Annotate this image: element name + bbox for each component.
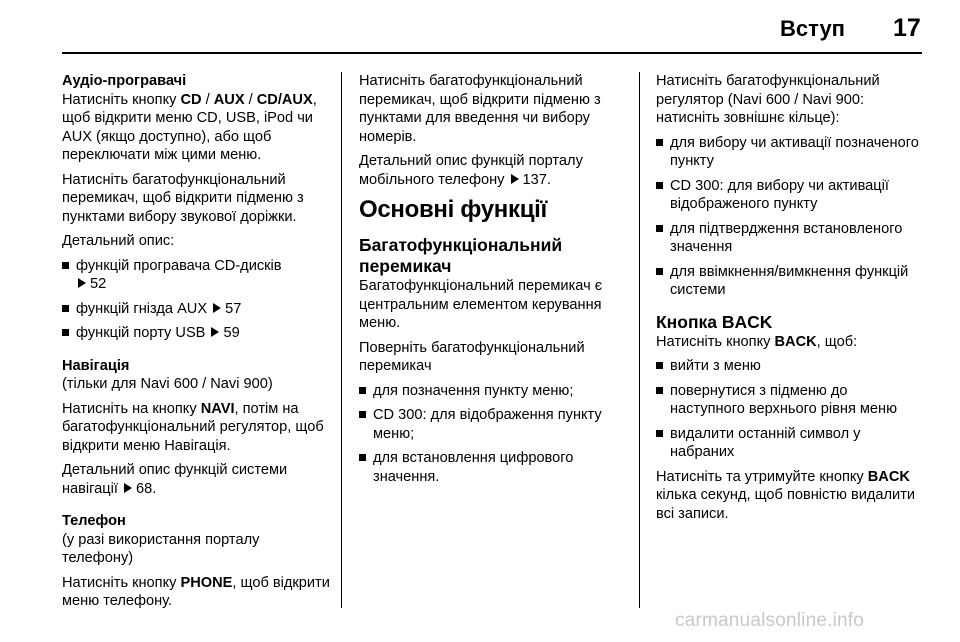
- page-number: 17: [893, 14, 921, 42]
- list-item-text: для встановлення цифрового значення.: [373, 450, 574, 485]
- bullet-icon: [62, 329, 69, 336]
- text: Натисніть кнопку: [62, 574, 181, 591]
- list-item: [656, 134, 926, 171]
- audio-list: [62, 257, 334, 343]
- ref-number: 137.: [522, 171, 551, 188]
- back-button-name: BACK: [774, 333, 817, 350]
- watermark: carmanualsonline.info: [675, 610, 865, 631]
- text: кілька секунд, щоб повністю видалити всі записи.: [656, 487, 916, 522]
- back-list: [656, 357, 926, 462]
- phone-portal-detail: [359, 152, 627, 189]
- bullet-icon: [656, 387, 663, 394]
- main-heading: Основні функції: [359, 196, 547, 223]
- hold-back-paragraph: [656, 468, 926, 524]
- bullet-icon: [656, 268, 663, 275]
- bullet-icon: [359, 387, 366, 394]
- phone-button-name: PHONE: [180, 574, 233, 591]
- list-item: [656, 357, 926, 376]
- list-item-text: функцій програвача CD-дисків: [76, 257, 282, 274]
- navigation-heading: Навігація: [62, 357, 130, 374]
- section-title: Вступ: [780, 16, 845, 41]
- navi-button-name: NAVI: [200, 400, 235, 417]
- text: Натисніть кнопку: [656, 333, 775, 350]
- list-item-text: функцій гнізда AUX: [76, 300, 212, 317]
- ref-number: 68.: [136, 480, 157, 497]
- bullet-icon: [656, 430, 663, 437]
- bullet-icon: [62, 305, 69, 312]
- list-item-text: для підтвердження встановленого значення: [670, 220, 903, 255]
- phone-continued-paragraph: Натисніть багатофункціональний перемикач, щоб відкрити підменю з пунктами для введення чи вибору номерів.: [359, 73, 601, 145]
- page-reference[interactable]: [76, 276, 106, 292]
- text: , щоб відкрити меню CD, USB, iPod чи AUX (якщо доступно), або щоб переключати між цими меню.: [62, 91, 317, 163]
- phone-paragraph: [62, 574, 334, 611]
- text: Детальний опис функцій системи навігації: [62, 462, 288, 497]
- text: , потім на багатофункціональний регулятор, щоб відкрити меню Навігація.: [62, 400, 324, 454]
- arrow-right-icon: [211, 327, 219, 337]
- list-item: [359, 382, 627, 401]
- list-item-text: для позначення пункту меню;: [373, 382, 574, 399]
- list-item: [656, 177, 926, 214]
- arrow-right-icon: [213, 303, 221, 313]
- phone-section: [62, 512, 334, 611]
- list-item: [62, 324, 334, 343]
- back-heading: Кнопка BACK: [656, 311, 773, 332]
- list-item: [656, 382, 926, 419]
- audio-paragraph-2: Натисніть багатофункціональний перемикач, щоб відкрити підменю з пунктами вибору звукової доріжки.: [62, 171, 304, 225]
- back-button-name: BACK: [867, 468, 910, 485]
- list-item-text: функцій порту USB: [76, 325, 210, 341]
- bullet-icon: [656, 182, 663, 189]
- list-item-text: вийти з меню: [670, 358, 761, 374]
- arrow-right-icon: [124, 483, 132, 493]
- list-item-text: CD 300: для вибору чи активації відображеного пункту: [670, 177, 889, 212]
- bullet-icon: [656, 362, 663, 369]
- navigation-detail: [62, 461, 334, 498]
- bullet-icon: [656, 225, 663, 232]
- multifunction-heading: Багатофункціональний перемикач: [359, 235, 563, 276]
- ref-number: 52: [90, 276, 107, 292]
- page-reference[interactable]: [122, 481, 156, 497]
- cdaux-button-name: CD/AUX: [256, 91, 313, 108]
- navigation-subheading: (тільки для Navi 600 / Navi 900): [62, 376, 273, 392]
- list-item-text: для ввімкнення/вимкнення функцій системи: [670, 263, 909, 298]
- list-item: [359, 406, 627, 443]
- list-item-text: видалити останній символ у набраних: [670, 425, 861, 460]
- audio-section: [62, 72, 334, 343]
- ref-number: 59: [223, 325, 240, 341]
- text: Натисніть та утримуйте кнопку: [656, 468, 868, 485]
- text: , щоб:: [816, 333, 858, 350]
- text: /: [244, 91, 257, 108]
- list-item: [62, 300, 334, 319]
- page-reference[interactable]: [211, 301, 241, 317]
- list-item: [656, 220, 926, 257]
- list-item-text: для вибору чи активації позначеного пункту: [670, 134, 919, 169]
- audio-paragraph: [62, 91, 334, 165]
- text: /: [201, 91, 214, 108]
- bullet-icon: [359, 411, 366, 418]
- rotate-paragraph: Поверніть багатофункціональний перемикач: [359, 339, 585, 374]
- multifunction-paragraph: Багатофункціональний перемикач є центральним елементом керування меню.: [359, 278, 603, 331]
- text: Натисніть кнопку: [62, 91, 181, 108]
- list-item: [62, 257, 334, 294]
- press-list: [656, 134, 926, 300]
- column-divider: [639, 72, 640, 608]
- text: Детальний опис функцій порталу мобільного телефону: [359, 153, 583, 188]
- bullet-icon: [656, 139, 663, 146]
- column-2: [359, 72, 627, 492]
- back-paragraph: [656, 333, 926, 352]
- list-item: [656, 425, 926, 462]
- bullet-icon: [359, 454, 366, 461]
- list-item: [359, 449, 627, 486]
- column-divider: [341, 72, 342, 608]
- arrow-right-icon: [511, 174, 519, 184]
- audio-detail-label: Детальний опис:: [62, 233, 175, 249]
- phone-heading: Телефон: [62, 513, 126, 529]
- text: , щоб відкрити меню телефону.: [62, 574, 330, 609]
- page-reference[interactable]: [209, 325, 239, 341]
- ref-number: 57: [225, 300, 242, 317]
- bullet-icon: [62, 262, 69, 269]
- navigation-paragraph: [62, 400, 334, 456]
- list-item-text: повернутися з підменю до наступного верхнього рівня меню: [670, 382, 898, 417]
- rotate-list: [359, 382, 627, 487]
- arrow-right-icon: [78, 278, 86, 288]
- list-item: [656, 263, 926, 300]
- aux-button-name: AUX: [213, 91, 245, 108]
- press-paragraph: Натисніть багатофункціональний регулятор (Navi 600 / Navi 900: натисніть зовнішнє кільце):: [656, 73, 880, 126]
- column-3: [656, 72, 926, 529]
- audio-heading: Аудіо-програвачі: [62, 73, 187, 89]
- page-reference[interactable]: [509, 172, 551, 188]
- cd-button-name: CD: [180, 91, 202, 108]
- phone-subheading: (у разі використання порталу телефону): [62, 531, 260, 566]
- column-1: [62, 72, 334, 625]
- navigation-section: [62, 357, 334, 499]
- list-item-text: CD 300: для відображення пункту меню;: [373, 407, 602, 442]
- header-rule: [62, 52, 922, 54]
- text: Натисніть на кнопку: [62, 400, 201, 417]
